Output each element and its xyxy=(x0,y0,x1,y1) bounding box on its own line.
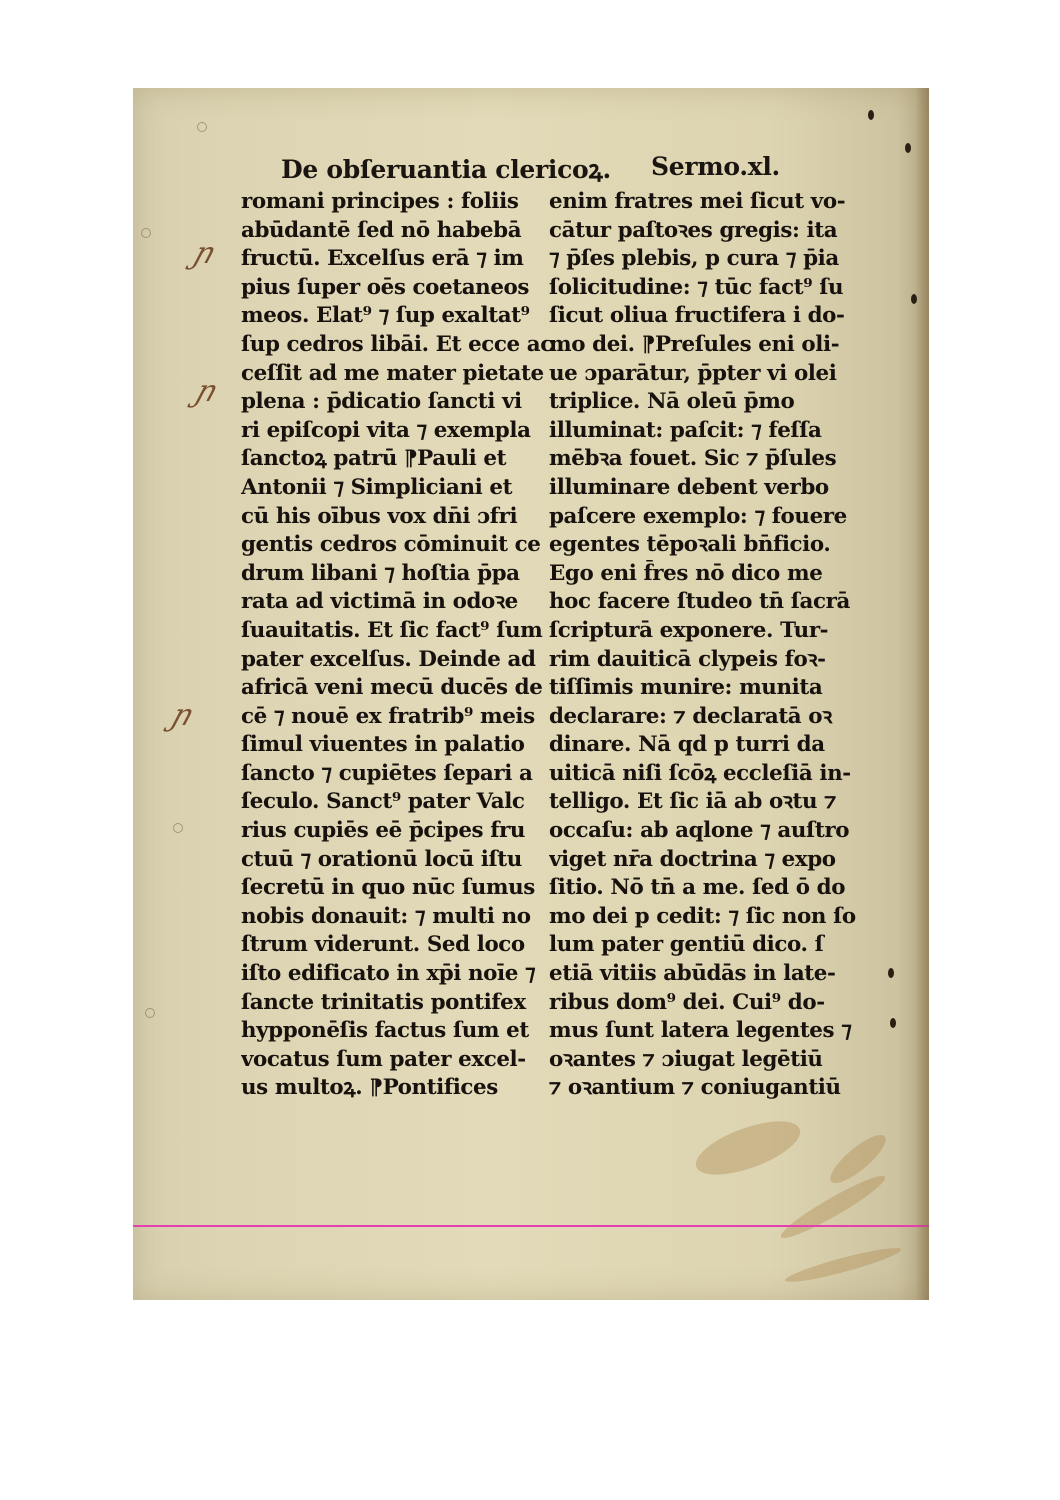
text-line: ſanctoꝝ patrū ⁋Pauli et xyxy=(241,446,507,472)
text-line: iſto edificato in xp̄i noīe ⁊ xyxy=(241,961,536,987)
text-line: hypponēſis factus ſum et xyxy=(241,1018,529,1044)
text-line: plena : p̄dicatio ſancti vi xyxy=(241,389,522,415)
text-line: ſancto ⁊ cupiētes ſepari a xyxy=(241,760,533,786)
text-column-left xyxy=(241,188,553,1103)
paper-hole xyxy=(141,228,151,238)
text-line: mo dei p cedit: ⁊ ſic non ſo xyxy=(549,903,856,929)
text-line: ſitio. Nō tn̄ a me. ſed ō do xyxy=(549,875,846,901)
ink-speck xyxy=(888,968,894,978)
text-line: nobis donauit: ⁊ multi no xyxy=(241,903,531,929)
text-line: africā veni mecū ducēs de xyxy=(241,675,543,701)
text-line: viget nr̄a doctrina ⁊ expo xyxy=(549,846,836,872)
text-line: ctuū ⁊ orationū locū iſtu xyxy=(241,846,522,872)
text-line: ſeculo. Sanct⁹ pater Valc xyxy=(241,789,525,815)
text-line: mēbꝛa fouet. Sic ⁊ p̄ſules xyxy=(549,446,837,472)
text-line: rius cupiēs eē p̄cipes fru xyxy=(241,818,526,844)
paper-hole xyxy=(173,823,183,833)
text-line: ſimul viuentes in palatio xyxy=(241,732,525,758)
text-line: pater excelſus. Deinde ad xyxy=(241,646,536,672)
text-line: declarare: ⁊ declaratā oꝛ xyxy=(549,703,832,729)
text-line: ſecretū in quo nūc ſumus xyxy=(241,875,535,901)
water-stain xyxy=(689,1110,806,1185)
text-line: oꝛantes ⁊ ɔiugat legētiū xyxy=(549,1046,823,1072)
margin-annotation: ɲ xyxy=(189,236,220,271)
text-line: occaſu: ab aqlone ⁊ auſtro xyxy=(549,818,850,844)
text-line: illuminare debent verbo xyxy=(549,474,829,500)
text-line: ſup cedros libāi. Et ecce ac xyxy=(241,331,553,357)
water-stain xyxy=(783,1243,903,1288)
text-line: drum libani ⁊ hoſtia p̄pa xyxy=(241,560,520,586)
header-title: De obſeruantia clericoꝝ. xyxy=(281,155,611,184)
ink-speck xyxy=(905,143,911,153)
text-line: ſtrum viderunt. Sed loco xyxy=(241,932,525,958)
text-column-right xyxy=(549,188,861,1103)
text-line: etiā vitiis abūdās in late- xyxy=(549,961,836,987)
text-line: cū his oībus vox dn̄i ɔfri xyxy=(241,503,518,529)
text-line: triplice. Nā oleū p̄mo xyxy=(549,389,795,415)
text-line: cātur paſtoꝛes gregis: ita xyxy=(549,217,838,243)
text-line: romani principes : foliis xyxy=(241,189,519,214)
header-sermon-number: Sermo.xl. xyxy=(651,152,780,181)
ink-speck xyxy=(911,294,917,304)
text-line: pius ſuper oēs coetaneos xyxy=(241,274,530,300)
paper-hole xyxy=(145,1008,155,1018)
margin-annotation: ɲ xyxy=(191,374,222,409)
text-line: abūdantē ſed nō habebā xyxy=(241,217,522,243)
text-line: rata ad victimā in odoꝛe xyxy=(241,589,518,615)
text-line: ſcripturā exponere. Tur- xyxy=(549,617,829,643)
text-line: meos. Elat⁹ ⁊ ſup exaltat⁹ xyxy=(241,303,530,329)
text-line: hoc facere ſtudeo tn̄ ſacrā xyxy=(549,589,850,615)
paper-hole xyxy=(197,122,207,132)
text-line: telligo. Et ſic iā ab oꝛtu ⁊ xyxy=(549,789,837,815)
text-line: rim dauiticā clypeis foꝛ- xyxy=(549,646,826,672)
text-line: lum pater gentiū dico. ſ xyxy=(549,932,824,958)
text-line: illuminat: paſcit: ⁊ feſſa xyxy=(549,417,822,443)
text-line: ſuauitatis. Et ſic fact⁹ ſum xyxy=(241,617,543,643)
text-line: ri epiſcopi vita ⁊ exempla xyxy=(241,417,531,443)
text-line: cē ⁊ nouē ex fratrib⁹ meis xyxy=(241,703,535,729)
text-line: enim fratres mei ſicut vo- xyxy=(549,189,846,214)
text-line: dinare. Nā qd p turri da xyxy=(549,732,825,758)
text-line: ⁊ oꝛantium ⁊ coniugantiū xyxy=(549,1075,841,1101)
text-line: us multoꝝ. ⁋Pontifices xyxy=(241,1075,498,1101)
text-line: ſancte trinitatis pontifex xyxy=(241,989,526,1015)
text-line: paſcere exemplo: ⁊ fouere xyxy=(549,503,847,529)
text-line: ribus dom⁹ dei. Cui⁹ do- xyxy=(549,989,825,1015)
text-line: egentes tēpoꝛali bn̄ficio. xyxy=(549,532,831,558)
running-header xyxy=(281,152,821,186)
ink-speck xyxy=(868,110,874,120)
text-line: ſolicitudine: ⁊ tūc fact⁹ ſu xyxy=(549,274,844,300)
text-line: mus ſunt latera legentes ⁊ xyxy=(549,1018,852,1044)
text-line: Antonii ⁊ Simpliciani et xyxy=(241,474,513,500)
text-line: tiſſimis munire: munita xyxy=(549,675,823,701)
text-line: fructū. Excelſus erā ⁊ im xyxy=(241,246,524,272)
text-line: ue ɔparātur, p̄pter vi olei xyxy=(549,360,837,386)
text-line: gentis cedros cōminuit ce xyxy=(241,532,541,558)
text-line: mo dei. ⁋Preſules eni oli- xyxy=(549,331,840,357)
text-line: ⁊ p̄ſes plebis, p cura ⁊ p̄ia xyxy=(549,246,839,272)
text-line: vocatus ſum pater excel- xyxy=(241,1046,526,1072)
text-line: ceſſit ad me mater pietate xyxy=(241,360,544,386)
crop-marker-line xyxy=(133,1225,929,1227)
manuscript-page xyxy=(133,88,929,1300)
ink-speck xyxy=(890,1018,896,1028)
text-line: Ego eni f̄res nō dico me xyxy=(549,560,823,586)
text-line: ſicut oliua fructifera i do- xyxy=(549,303,845,329)
margin-annotation: ɲ xyxy=(167,698,198,733)
text-line: uiticā niſi ſcōꝝ eccleſiā in- xyxy=(549,760,851,786)
